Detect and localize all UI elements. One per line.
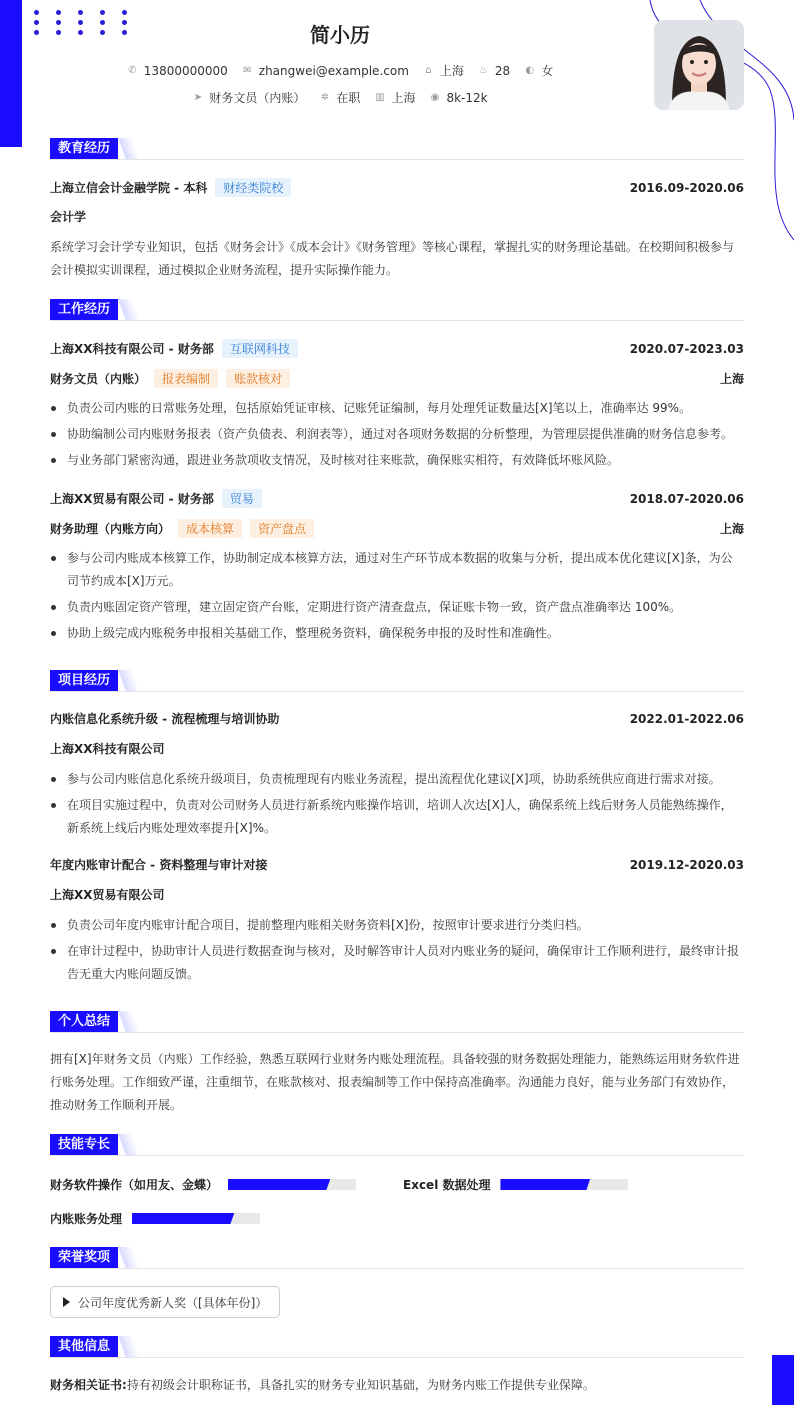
- section-education: [50, 138, 744, 160]
- list-item: 在审计过程中，协助审计人员进行数据查询与核对，及时解答审计人员对内账业务的疑问，确保审计工作顺利进行，最终审计报告无重大内账问题反馈。: [50, 940, 744, 986]
- section-title: 技能专长: [50, 1134, 118, 1155]
- avatar-portrait: [654, 20, 744, 110]
- other-label: 财务相关证书:: [50, 1378, 127, 1392]
- play-icon: [63, 1297, 70, 1307]
- skill-tag: 账款核对: [226, 369, 290, 388]
- section-tail: [118, 1011, 140, 1032]
- skill-name: 财务软件操作（如用友、金蝶）: [50, 1178, 219, 1192]
- school-tag: 财经类院校: [215, 178, 291, 197]
- list-item: 参与公司内账信息化系统升级项目，负责梳理现有内账业务流程，提出流程优化建议[X]项，协助系统供应商进行需求对接。: [50, 768, 744, 791]
- home-icon: ⌂: [425, 65, 432, 76]
- skill-level-bar: [132, 1213, 260, 1224]
- summary-text: 拥有[X]年财务文员（内账）工作经验，熟悉互联网行业财务内账处理流程。具备较强的财务数据处理能力，能熟练运用财务软件进行账务处理。工作细致严谨，注重细节，在账款核对、报表编制等工作中保持高准确率。沟通能力良好，能与业务部门有效协作，推动财务工作顺利开展。: [50, 1052, 740, 1112]
- project-date: 2022.01-2022.06: [629, 711, 744, 726]
- target-job-item: [192, 89, 305, 106]
- section-summary: [50, 1011, 744, 1033]
- work-location: 上海: [719, 372, 744, 386]
- contact-row: [0, 62, 680, 79]
- project-company: 上海XX科技有限公司: [50, 742, 165, 756]
- section-tail: [118, 670, 140, 691]
- company-name: 上海XX贸易有限公司 - 财务部: [50, 492, 214, 506]
- project-company: 上海XX贸易有限公司: [50, 888, 165, 902]
- project-date: 2019.12-2020.03: [629, 857, 744, 872]
- role: 财务文员（内账）: [50, 372, 147, 386]
- skill-level-bar: [228, 1179, 356, 1190]
- skill-name: Excel 数据处理: [403, 1178, 491, 1192]
- list-item: 负责内账固定资产管理，建立固定资产台账，定期进行资产清查盘点，保证账卡物一致，资产盘点准确率达 100%。: [50, 596, 744, 619]
- phone-text: 13800000000: [143, 63, 228, 78]
- section-tail: [118, 1247, 140, 1268]
- email-text: zhangwei@example.com: [258, 63, 409, 78]
- list-item: 负责公司内账的日常账务处理，包括原始凭证审核、记账凭证编制，每月处理凭证数量达[X]笔以上，准确率达 99%。: [50, 397, 744, 420]
- other-text: 持有初级会计职称证书，具备扎实的财务专业知识基础，为财务内账工作提供专业保障。: [126, 1378, 595, 1392]
- status-item: [319, 89, 360, 106]
- role: 财务助理（内账方向）: [50, 522, 171, 536]
- section-tail: [118, 138, 140, 159]
- section-title: 个人总结: [50, 1011, 118, 1032]
- project-title: 内账信息化系统升级 - 流程梳理与培训协助: [50, 712, 280, 726]
- phone-item: [127, 62, 228, 79]
- age-item: [478, 62, 510, 79]
- gender-text: 女: [541, 64, 554, 78]
- section-tail: [118, 299, 140, 320]
- project-title: 年度内账审计配合 - 资料整理与审计对接: [50, 858, 268, 872]
- education-header: [50, 178, 744, 197]
- list-item: 协助上级完成内账税务申报相关基础工作，整理税务资料，确保税务申报的及时性和准确性。: [50, 622, 744, 645]
- company-name: 上海XX科技有限公司 - 财务部: [50, 342, 214, 356]
- industry-tag: 贸易: [222, 489, 262, 508]
- education-major-row: [50, 208, 744, 225]
- other-info: [50, 1374, 744, 1397]
- work-date: 2018.07-2020.06: [629, 491, 744, 506]
- status-text: 在职: [336, 91, 361, 105]
- list-item: 负责公司年度内账审计配合项目，提前整理内账相关财务资料[X]份，按照审计要求进行分类归档。: [50, 914, 744, 937]
- project-company-row: [50, 886, 744, 903]
- skill-tag: 成本核算: [178, 519, 242, 538]
- project-header: [50, 856, 744, 873]
- skill-level-fill: [500, 1179, 590, 1190]
- section-project: [50, 670, 744, 692]
- city-item: [423, 62, 464, 79]
- send-icon: ➤: [193, 92, 203, 103]
- work-date: 2020.07-2023.03: [629, 341, 744, 356]
- building-icon: ▥: [375, 92, 385, 103]
- salary-text: 8k-12k: [446, 90, 488, 105]
- school-name: 上海立信会计金融学院 - 本科: [50, 181, 208, 195]
- list-item: 在项目实施过程中，负责对公司财务人员进行新系统内账操作培训，培训人次达[X]人，确保系统上线后财务人员能熟练操作，新系统上线后内账处理效率提升[X]%。: [50, 794, 744, 840]
- target-job-text: 财务文员（内账）: [209, 91, 306, 105]
- award-item[interactable]: [50, 1286, 280, 1318]
- work-header: [50, 489, 744, 508]
- section-other: [50, 1336, 744, 1358]
- avatar: [654, 20, 744, 110]
- skill-tag: 资产盘点: [250, 519, 314, 538]
- industry-tag: 互联网科技: [222, 339, 298, 358]
- skill-item: [403, 1176, 628, 1193]
- work-header: [50, 339, 744, 358]
- section-title: 项目经历: [50, 670, 118, 691]
- award-text: 公司年度优秀新人奖（[具体年份]）: [78, 1295, 268, 1310]
- section-awards: [50, 1247, 744, 1269]
- work-role-row: [50, 519, 744, 538]
- skill-level-bar: [500, 1179, 628, 1190]
- skill-level-fill: [228, 1179, 330, 1190]
- work-location: 上海: [719, 522, 744, 536]
- skill-item: [50, 1176, 356, 1193]
- section-tail: [118, 1336, 140, 1357]
- gender-item: [524, 62, 553, 79]
- list-item: 协助编制公司内账财务报表（资产负债表、利润表等），通过对各项财务数据的分析整理，为管理层提供准确的财务信息参考。: [50, 423, 744, 446]
- section-title: 其他信息: [50, 1336, 118, 1357]
- major: 会计学: [50, 210, 87, 224]
- work-role-row: [50, 369, 744, 388]
- email-item: [242, 62, 409, 79]
- skill-name: 内账账务处理: [50, 1212, 123, 1226]
- section-title: 教育经历: [50, 138, 118, 159]
- city-text: 上海: [439, 64, 464, 78]
- education-date: 2016.09-2020.06: [629, 180, 744, 195]
- decor-right-bar: [772, 1355, 794, 1405]
- salary-item: [429, 89, 487, 106]
- skill-tag: 报表编制: [154, 369, 218, 388]
- intent-row: [0, 89, 680, 106]
- mail-icon: ✉: [243, 65, 252, 76]
- gear-icon: ✲: [320, 92, 330, 103]
- skill-item: [50, 1210, 260, 1227]
- section-skills: [50, 1134, 744, 1156]
- coin-icon: ◉: [430, 92, 440, 103]
- project-company-row: [50, 740, 744, 757]
- list-item: 与业务部门紧密沟通，跟进业务款项收支情况，及时核对往来账款，确保账实相符，有效降低坏账风险。: [50, 449, 744, 472]
- section-title: 荣誉奖项: [50, 1247, 118, 1268]
- section-title: 工作经历: [50, 299, 118, 320]
- resume-name: 简小历: [310, 23, 370, 47]
- skill-level-fill: [132, 1213, 234, 1224]
- gender-icon: ◐: [525, 65, 535, 76]
- education-desc: 系统学习会计学专业知识，包括《财务会计》《成本会计》《财务管理》等核心课程，掌握扎实的财务理论基础。在校期间积极参与会计模拟实训课程，通过模拟企业财务流程，提升实际操作能力。: [50, 240, 735, 277]
- target-city-text: 上海: [391, 91, 416, 105]
- section-work: [50, 299, 744, 321]
- project-header: [50, 710, 744, 727]
- section-tail: [118, 1134, 140, 1155]
- cake-icon: ♨: [478, 65, 488, 76]
- target-city-item: [374, 89, 415, 106]
- list-item: 参与公司内账成本核算工作，协助制定成本核算方法，通过对生产环节成本数据的收集与分析，提出成本优化建议[X]条，为公司节约成本[X]万元。: [50, 547, 744, 593]
- phone-icon: ✆: [128, 65, 137, 76]
- age-text: 28: [494, 63, 511, 78]
